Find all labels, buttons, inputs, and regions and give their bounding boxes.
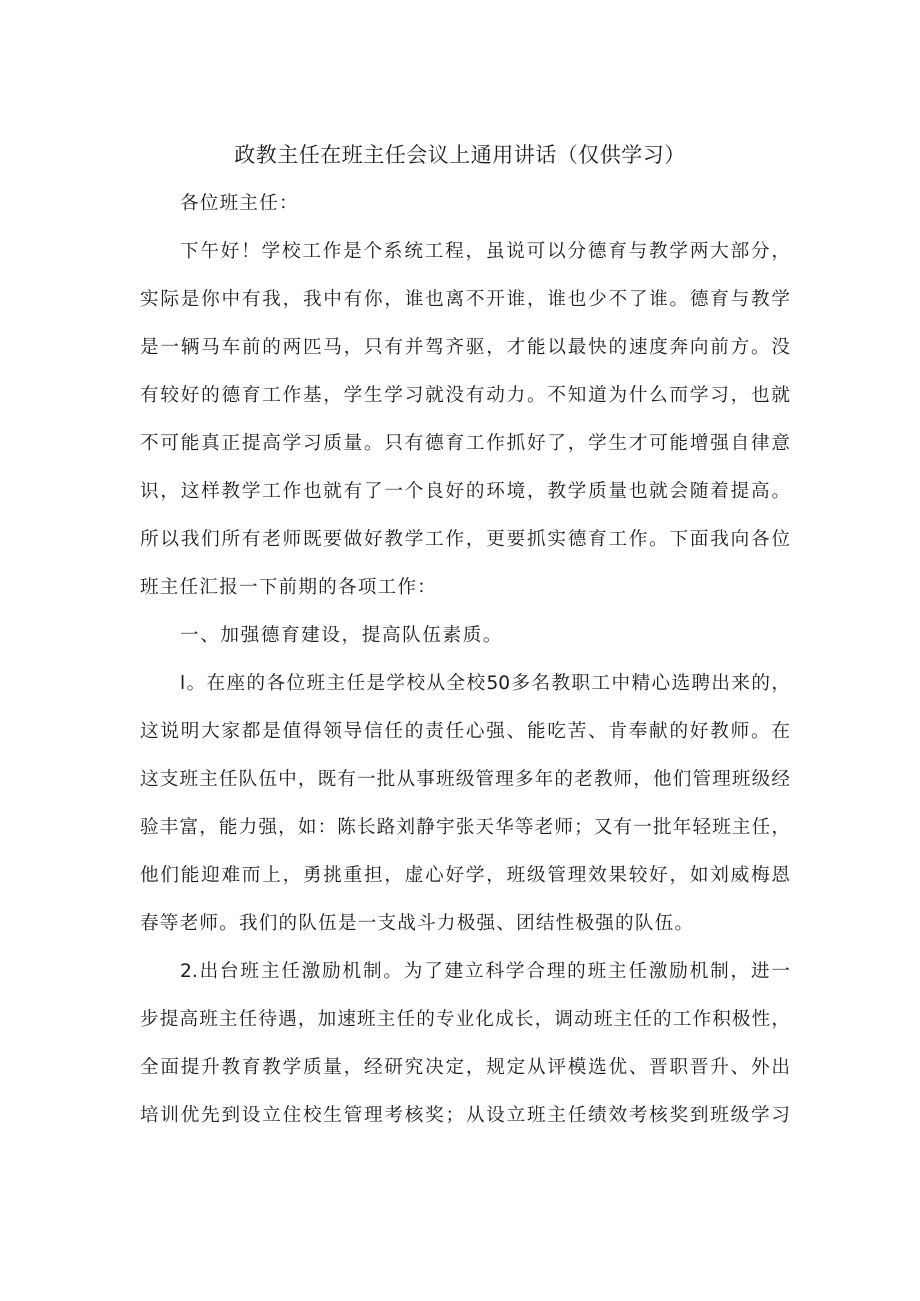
paragraph-line: 全面提升教育教学质量，经研究决定，规定从评模选优、晋职晋升、外出	[140, 1057, 790, 1078]
paragraph-line: 2.出台班主任激励机制。为了建立科学合理的班主任激励机制，进一	[180, 961, 790, 982]
paragraph-line: 所以我们所有老师既要做好教学工作，更要抓实德育工作。下面我向各位	[140, 529, 790, 550]
paragraph-line: 是一辆马车前的两匹马，只有并驾齐驱，才能以最快的速度奔向前方。没	[140, 337, 790, 358]
paragraph-line: 他们能迎难而上，勇挑重担，虚心好学，班级管理效果较好，如刘威梅恩	[140, 865, 790, 886]
paragraph-line: 步提高班主任待遇，加速班主任的专业化成长，调动班主任的工作积极性，	[140, 1009, 790, 1030]
paragraph-line: 培训优先到设立住校生管理考核奖；从设立班主任绩效考核奖到班级学习	[140, 1105, 790, 1126]
paragraph-line: 这说明大家都是值得领导信任的责任心强、能吃苦、肯奉献的好教师。在	[140, 721, 790, 742]
paragraph-line: 下午好！学校工作是个系统工程，虽说可以分德育与教学两大部分，	[180, 241, 790, 262]
paragraph-line: l。在座的各位班主任是学校从全校50多名教职工中精心选聘出来的，	[180, 673, 790, 694]
paragraph-line: 不可能真正提高学习质量。只有德育工作抓好了，学生才可能增强自律意	[140, 433, 790, 454]
paragraph-line: 实际是你中有我，我中有你，谁也离不开谁，谁也少不了谁。德育与教学	[140, 289, 790, 310]
paragraph-line: 班主任汇报一下前期的各项工作：	[140, 577, 437, 598]
paragraph-line: 验丰富，能力强，如：陈长路刘静宇张天华等老师；又有一批年轻班主任，	[140, 817, 790, 838]
section-heading: 一、加强德育建设，提高队伍素质。	[180, 625, 504, 646]
paragraph-line: 春等老师。我们的队伍是一支战斗力极强、团结性极强的队伍。	[140, 913, 695, 934]
paragraph-line: 这支班主任队伍中，既有一批从事班级管理多年的老教师，他们管理班级经	[140, 769, 790, 790]
paragraph-line: 识，这样教学工作也就有了一个良好的环境，教学质量也就会随着提高。	[140, 481, 790, 502]
salutation: 各位班主任：	[180, 193, 299, 214]
document-title: 政教主任在班主任会议上通用讲话（仅供学习）	[234, 143, 686, 167]
paragraph-line: 有较好的德育工作基，学生学习就没有动力。不知道为什么而学习，也就	[140, 385, 790, 406]
